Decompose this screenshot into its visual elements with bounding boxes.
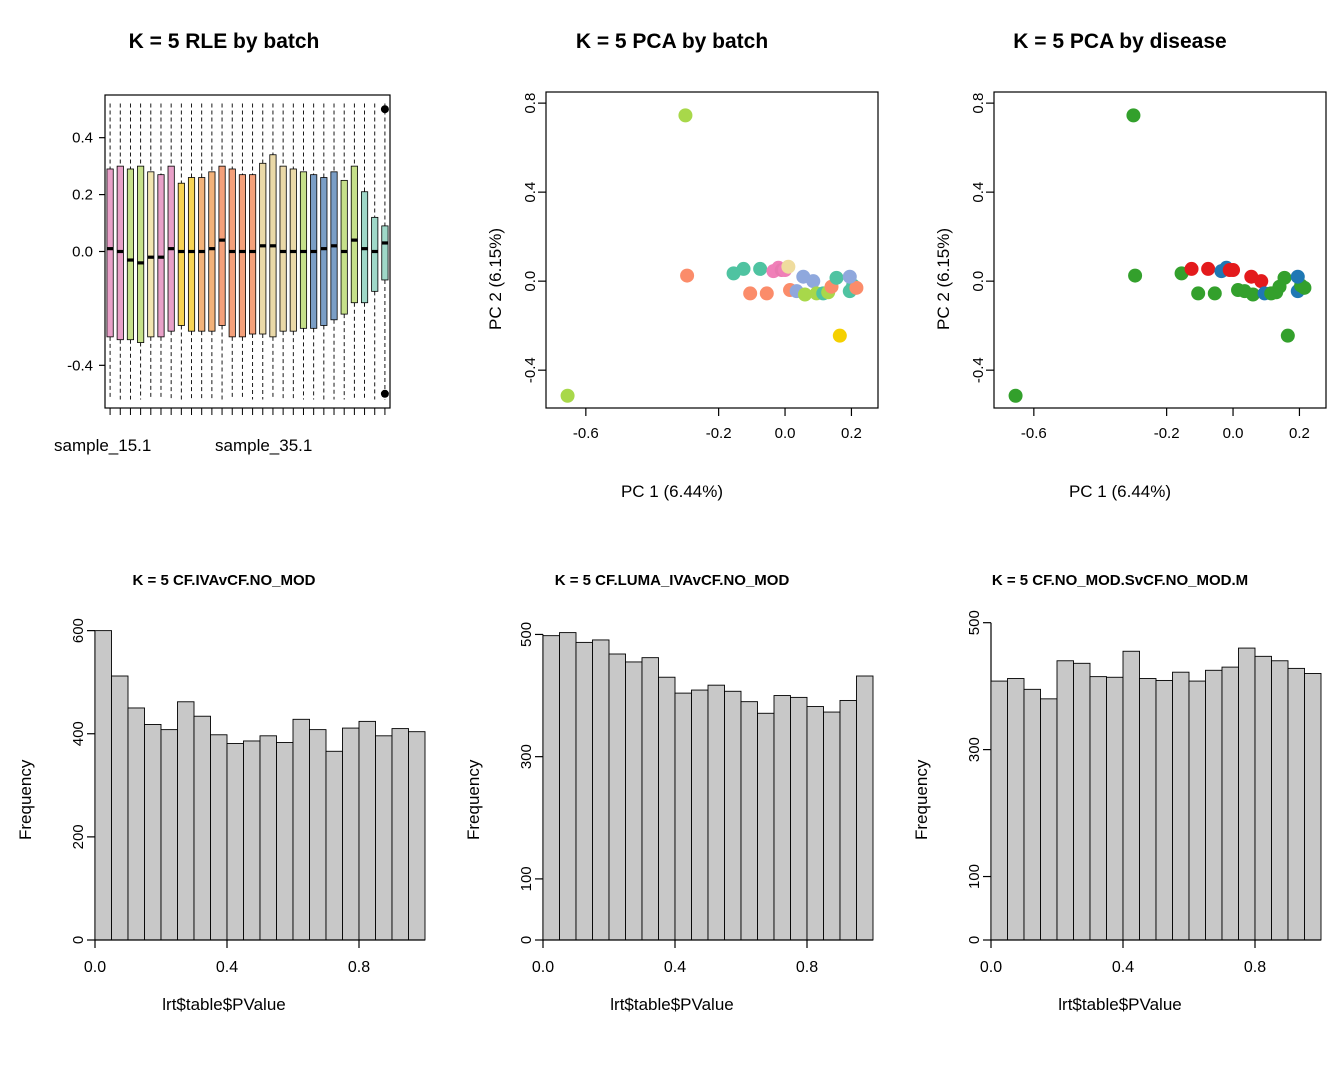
hist1-bar — [145, 724, 162, 940]
hist1-bar — [227, 744, 244, 940]
hist2-xtick-label: 0.0 — [531, 959, 555, 976]
pca-disease-point — [1254, 274, 1268, 288]
pca-batch-point — [678, 108, 692, 122]
pca-batch-point — [843, 270, 857, 284]
pca-disease-point — [1201, 262, 1215, 276]
pca-disease-point — [1009, 389, 1023, 403]
hist2-bar — [708, 685, 725, 940]
hist1-bar — [95, 631, 112, 940]
pca-disease-xtick-label: -0.2 — [1153, 425, 1180, 442]
panel-rle-title: K = 5 RLE by batch — [128, 30, 320, 53]
rle-box — [351, 166, 357, 303]
hist1-bar — [161, 730, 178, 940]
rle-box — [239, 175, 245, 337]
hist1-ytick-label: 200 — [70, 824, 87, 850]
rle-box — [341, 180, 347, 314]
pca-disease-ytick-label: 0.8 — [970, 92, 987, 114]
hist2-xlabel: lrt$table$PValue — [610, 995, 734, 1014]
rle-xtick-0: sample_15.1 — [54, 436, 152, 455]
pca-disease-frame — [994, 92, 1326, 408]
pca-batch-xtick-label: 0.2 — [841, 425, 862, 442]
pca-disease-ytick-label: 0.4 — [970, 181, 987, 203]
pca-batch-ylabel: PC 2 (6.15%) — [486, 227, 505, 330]
hist2-bar — [659, 677, 676, 940]
hist3-bar — [1090, 677, 1107, 940]
hist3-bar — [1008, 679, 1025, 940]
panel-hist2-title: K = 5 CF.LUMA_IVAvCF.NO_MOD — [554, 572, 790, 589]
hist1-bar — [376, 736, 393, 940]
pca-disease-plot — [896, 0, 1344, 540]
hist3-bar — [1255, 656, 1272, 940]
pca-batch-xlabel: PC 1 (6.44%) — [620, 482, 724, 501]
panel-pca-disease — [896, 0, 1344, 540]
hist2-bar — [576, 642, 593, 940]
hist1-bar — [343, 728, 360, 940]
hist2-ylabel: Frequency — [464, 759, 483, 840]
hist3-bar — [1140, 679, 1157, 940]
pca-disease-point — [1226, 263, 1240, 277]
pca-batch-point — [753, 262, 767, 276]
rle-plot — [0, 0, 448, 540]
hist1-bar — [359, 721, 376, 940]
hist1-bar — [293, 719, 310, 940]
rle-box — [249, 175, 255, 334]
hist3-bar — [1107, 677, 1124, 940]
pca-batch-ytick-label: 0.0 — [522, 270, 539, 292]
rle-box — [199, 178, 205, 332]
hist3-bar — [1305, 673, 1322, 940]
rle-box — [137, 166, 143, 342]
pca-batch-xtick-label: 0.0 — [774, 425, 796, 442]
hist1-xlabel: lrt$table$PValue — [162, 995, 286, 1014]
pca-disease-ytick-label: -0.4 — [970, 357, 987, 384]
rle-box — [209, 172, 215, 331]
panel-pca-batch-title: K = 5 PCA by batch — [575, 30, 769, 53]
rle-box — [321, 178, 327, 326]
hist3-ytick-label: 100 — [966, 864, 983, 890]
hist2-ytick-label: 500 — [518, 621, 535, 647]
hist2-bar — [543, 636, 560, 940]
rle-box — [178, 183, 184, 325]
hist2-bar — [758, 713, 775, 940]
hist2-bar — [692, 690, 709, 940]
hist3-bar — [1173, 672, 1190, 940]
pca-batch-point — [760, 286, 774, 300]
hist2-bar — [807, 707, 824, 940]
hist1-bar — [244, 741, 261, 940]
hist1-bar — [277, 743, 294, 940]
pca-disease-point — [1191, 286, 1205, 300]
hist1-bar — [326, 751, 343, 940]
hist3-bar — [1041, 699, 1058, 940]
rle-box — [107, 169, 113, 337]
hist2-bar — [675, 693, 692, 940]
panel-hist2 — [448, 540, 896, 1075]
pca-batch-point — [781, 260, 795, 274]
hist3-bar — [1222, 667, 1239, 940]
hist3-ylabel: Frequency — [912, 759, 931, 840]
pca-batch-ytick-label: -0.4 — [522, 357, 539, 384]
pca-batch-point — [830, 271, 844, 285]
hist3-xtick-label: 0.8 — [1243, 959, 1267, 976]
hist1-bar — [260, 736, 277, 940]
rle-box — [280, 166, 286, 331]
hist1-bar — [409, 732, 426, 940]
hist1-xtick-label: 0.8 — [347, 959, 371, 976]
rle-box — [127, 169, 133, 340]
pca-batch-ytick-label: 0.8 — [522, 92, 539, 114]
hist3-bar — [1239, 648, 1256, 940]
pca-disease-point — [1278, 271, 1292, 285]
hist3-bar — [991, 681, 1008, 940]
hist3-bar — [1074, 663, 1091, 940]
pca-batch-ytick-label: 0.4 — [522, 181, 539, 203]
pca-batch-plot — [448, 0, 896, 540]
pca-disease-point — [1185, 262, 1199, 276]
pca-batch-frame — [546, 92, 878, 408]
hist3-bar — [1272, 661, 1289, 940]
rle-ytick-label: 0.2 — [72, 186, 93, 204]
hist1-ytick-label: 400 — [70, 721, 87, 747]
pca-disease-point — [1208, 286, 1222, 300]
hist2-bar — [626, 662, 643, 940]
hist1-bar — [178, 702, 195, 940]
panel-pca-batch — [448, 0, 896, 540]
pca-disease-point — [1128, 269, 1142, 283]
pca-batch-xtick-label: -0.6 — [572, 425, 599, 442]
pca-disease-xtick-label: -0.6 — [1020, 425, 1047, 442]
hist1-bar — [392, 729, 409, 940]
hist3-bar — [1288, 668, 1305, 940]
rle-ytick-label: 0.0 — [72, 243, 93, 261]
hist2-ytick-label: 0 — [518, 935, 535, 945]
pca-disease-point — [1291, 270, 1305, 284]
pca-disease-xlabel: PC 1 (6.44%) — [1068, 482, 1172, 501]
rle-box — [219, 166, 225, 325]
rle-outlier — [381, 390, 389, 398]
hist3-bar — [1189, 681, 1206, 940]
hist2-bar — [791, 697, 808, 940]
rle-ytick-label: -0.4 — [67, 357, 93, 375]
hist3-ytick-label: 0 — [966, 935, 983, 945]
pca-batch-xtick-label: -0.2 — [705, 425, 732, 442]
panel-hist3 — [896, 540, 1344, 1075]
hist2-xtick-label: 0.4 — [663, 959, 687, 976]
pca-disease-ylabel: PC 2 (6.15%) — [934, 227, 953, 330]
pca-batch-point — [737, 262, 751, 276]
hist1-ylabel: Frequency — [16, 759, 35, 840]
hist2-bar — [857, 676, 874, 940]
panel-rle — [0, 0, 448, 540]
hist2-ytick-label: 100 — [518, 866, 535, 892]
hist3-xtick-label: 0.0 — [979, 959, 1003, 976]
pca-disease-xtick-label: 0.0 — [1222, 425, 1244, 442]
hist1-bar — [112, 676, 129, 940]
hist3-xtick-label: 0.4 — [1111, 959, 1135, 976]
hist2-bar — [824, 712, 841, 940]
hist2-ytick-label: 300 — [518, 744, 535, 770]
panel-hist3-title: K = 5 CF.NO_MOD.SvCF.NO_MOD.M — [991, 572, 1249, 589]
hist1-bar — [128, 708, 145, 940]
rle-xtick-1: sample_35.1 — [215, 436, 313, 455]
hist3-xlabel: lrt$table$PValue — [1058, 995, 1182, 1014]
hist2-bar — [560, 633, 577, 940]
hist2-bar — [642, 658, 659, 940]
hist1-bar — [211, 735, 228, 940]
hist1-ytick-label: 0 — [70, 935, 87, 945]
pca-batch-point — [680, 269, 694, 283]
pca-disease-ytick-label: 0.0 — [970, 270, 987, 292]
hist2-bar — [725, 691, 742, 940]
rle-box — [382, 226, 388, 280]
rle-box — [260, 163, 266, 334]
hist1-ytick-label: 600 — [70, 618, 87, 644]
hist1-xtick-label: 0.4 — [215, 959, 239, 976]
hist1-bar — [310, 730, 327, 940]
panel-hist1-title: K = 5 CF.IVAvCF.NO_MOD — [132, 572, 316, 589]
pca-batch-point — [806, 274, 820, 288]
hist2-bar — [774, 696, 791, 940]
rle-outlier — [381, 105, 389, 113]
pca-disease-xtick-label: 0.2 — [1289, 425, 1310, 442]
hist2-bar — [609, 654, 626, 940]
rle-box — [148, 172, 154, 337]
hist2-xtick-label: 0.8 — [795, 959, 819, 976]
panel-pca-disease-title: K = 5 PCA by disease — [1013, 30, 1227, 53]
pca-disease-point — [1281, 329, 1295, 343]
hist3-ytick-label: 500 — [966, 610, 983, 636]
hist3-bar — [1123, 651, 1140, 940]
hist3-bar — [1057, 661, 1074, 940]
panel-hist1 — [0, 540, 448, 1075]
rle-box — [188, 178, 194, 332]
hist3-bar — [1206, 670, 1223, 940]
hist2-bar — [840, 700, 857, 940]
pca-batch-point — [833, 329, 847, 343]
hist1-xtick-label: 0.0 — [83, 959, 107, 976]
hist1-bar — [194, 716, 211, 940]
hist2-bar — [741, 702, 758, 940]
hist3-bar — [1156, 680, 1173, 940]
hist2-bar — [593, 640, 610, 940]
pca-disease-point — [1126, 108, 1140, 122]
pca-batch-point — [561, 389, 575, 403]
rle-box — [372, 217, 378, 291]
rle-ytick-label: 0.4 — [72, 129, 93, 147]
pca-batch-point — [743, 286, 757, 300]
hist3-bar — [1024, 689, 1041, 940]
hist3-ytick-label: 300 — [966, 737, 983, 763]
